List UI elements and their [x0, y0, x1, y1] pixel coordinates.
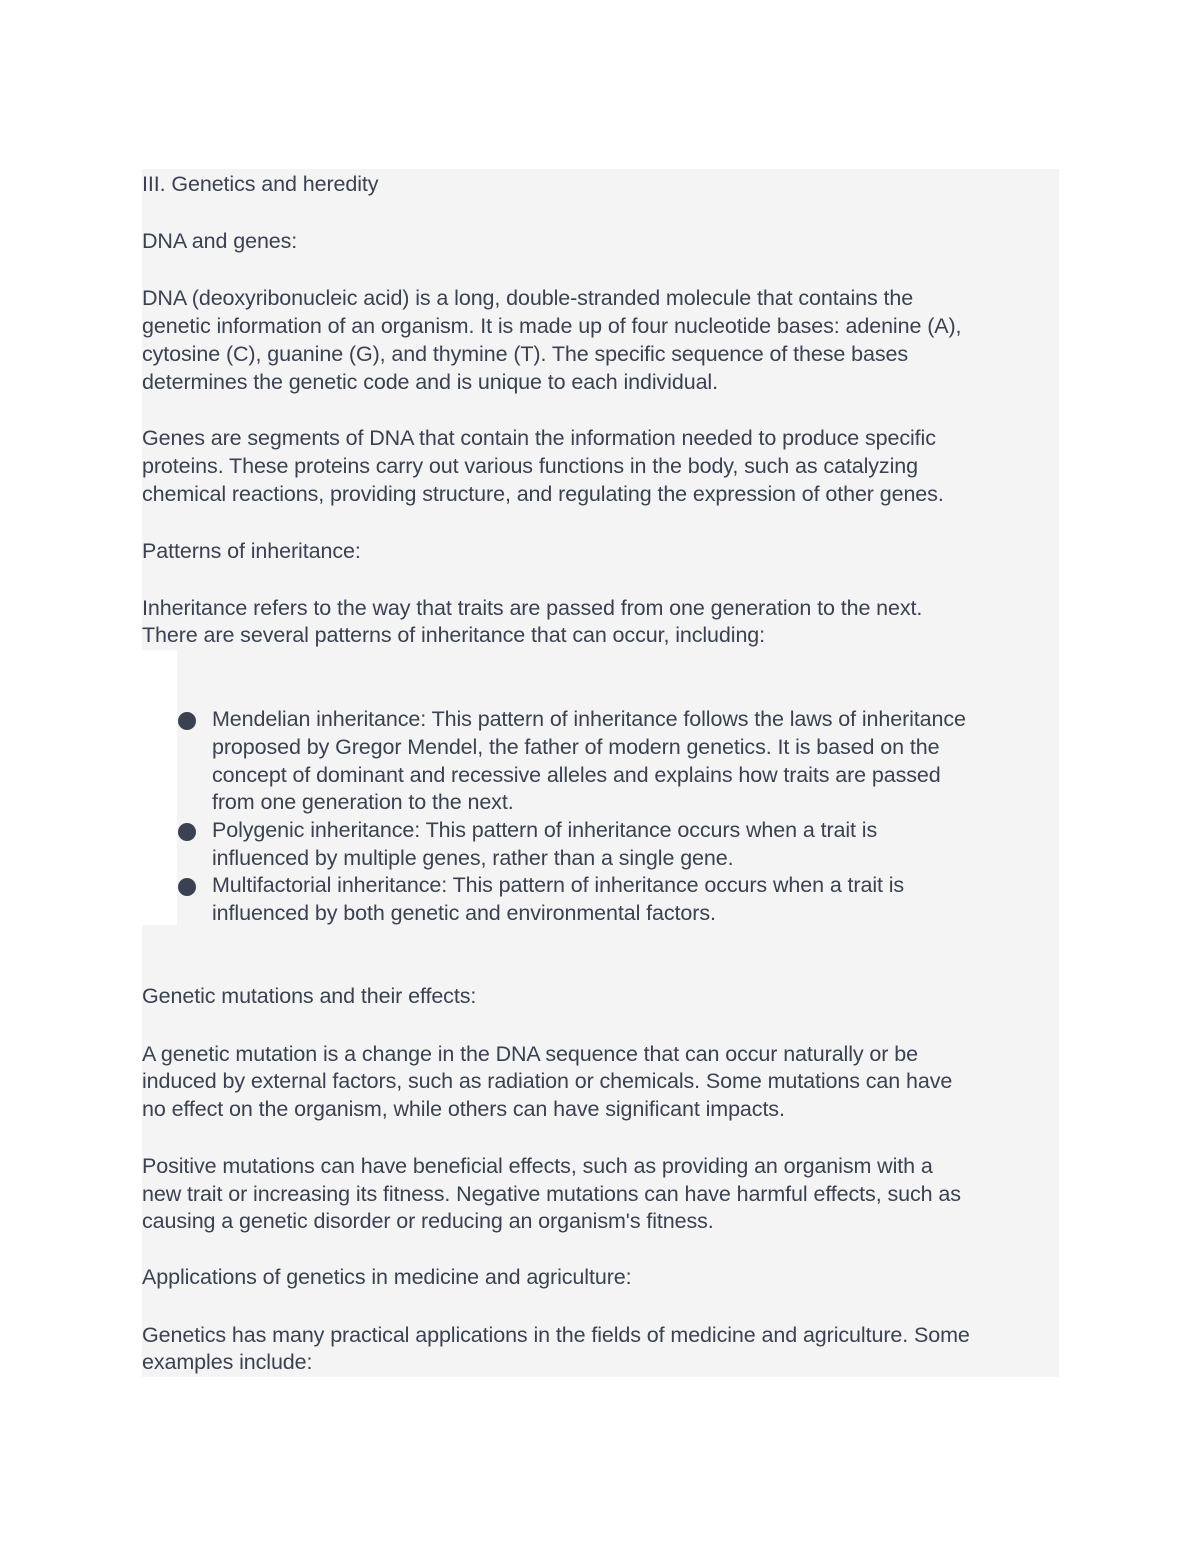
mutation-paragraph-line: no effect on the organism, while others can have significant impacts. — [142, 1097, 785, 1121]
list-item-line: influenced by multiple genes, rather than a single gene. — [212, 846, 734, 870]
dna-paragraph-line: DNA (deoxyribonucleic acid) is a long, double-stranded molecule that contains the — [142, 286, 914, 310]
list-item-line: influenced by both genetic and environmental factors. — [212, 901, 716, 925]
dna-paragraph-line: genetic information of an organism. It is made up of four nucleotide bases: adenine (A), — [142, 314, 962, 338]
applications-paragraph-line: Genetics has many practical applications in the fields of medicine and agriculture. Some — [142, 1323, 970, 1347]
section-title: III. Genetics and heredity — [142, 172, 379, 196]
positive-paragraph-line: causing a genetic disorder or reducing an organism's fitness. — [142, 1209, 714, 1233]
list-item-line: Mendelian inheritance: This pattern of inheritance follows the laws of inheritance — [212, 707, 966, 731]
mutation-paragraph-line: A genetic mutation is a change in the DNA sequence that can occur naturally or be — [142, 1042, 918, 1066]
genes-paragraph-line: Genes are segments of DNA that contain the information needed to produce specific — [142, 426, 936, 450]
bullet-icon — [178, 823, 196, 841]
list-item-line: concept of dominant and recessive alleles and explains how traits are passed — [212, 763, 941, 787]
patterns-heading: Patterns of inheritance: — [142, 539, 361, 563]
list-item-line: from one generation to the next. — [212, 790, 514, 814]
mutation-paragraph-line: induced by external factors, such as radiation or chemicals. Some mutations can have — [142, 1069, 953, 1093]
positive-paragraph-line: Positive mutations can have beneficial effects, such as providing an organism with a — [142, 1154, 933, 1178]
list-item-line: proposed by Gregor Mendel, the father of modern genetics. It is based on the — [212, 735, 940, 759]
dna-paragraph-line: cytosine (C), guanine (G), and thymine (T). The specific sequence of these bases — [142, 342, 908, 366]
bullet-icon — [178, 878, 196, 896]
dna-paragraph-line: determines the genetic code and is unique to each individual. — [142, 370, 718, 394]
genes-paragraph-line: proteins. These proteins carry out various functions in the body, such as catalyzing — [142, 454, 918, 478]
list-item-line: Multifactorial inheritance: This pattern of inheritance occurs when a trait is — [212, 873, 905, 897]
list-item-line: Polygenic inheritance: This pattern of inheritance occurs when a trait is — [212, 818, 878, 842]
applications-heading: Applications of genetics in medicine and agriculture: — [142, 1265, 632, 1289]
inheritance-paragraph-line: There are several patterns of inheritance that can occur, including: — [142, 623, 766, 647]
genes-paragraph-line: chemical reactions, providing structure, and regulating the expression of other genes. — [142, 482, 944, 506]
applications-paragraph-line: examples include: — [142, 1350, 313, 1374]
dna-heading: DNA and genes: — [142, 229, 298, 253]
mutations-heading: Genetic mutations and their effects: — [142, 984, 477, 1008]
positive-paragraph-line: new trait or increasing its fitness. Negative mutations can have harmful effects, such as — [142, 1182, 961, 1206]
bullet-icon — [178, 712, 196, 730]
inheritance-paragraph-line: Inheritance refers to the way that traits are passed from one generation to the next. — [142, 596, 923, 620]
